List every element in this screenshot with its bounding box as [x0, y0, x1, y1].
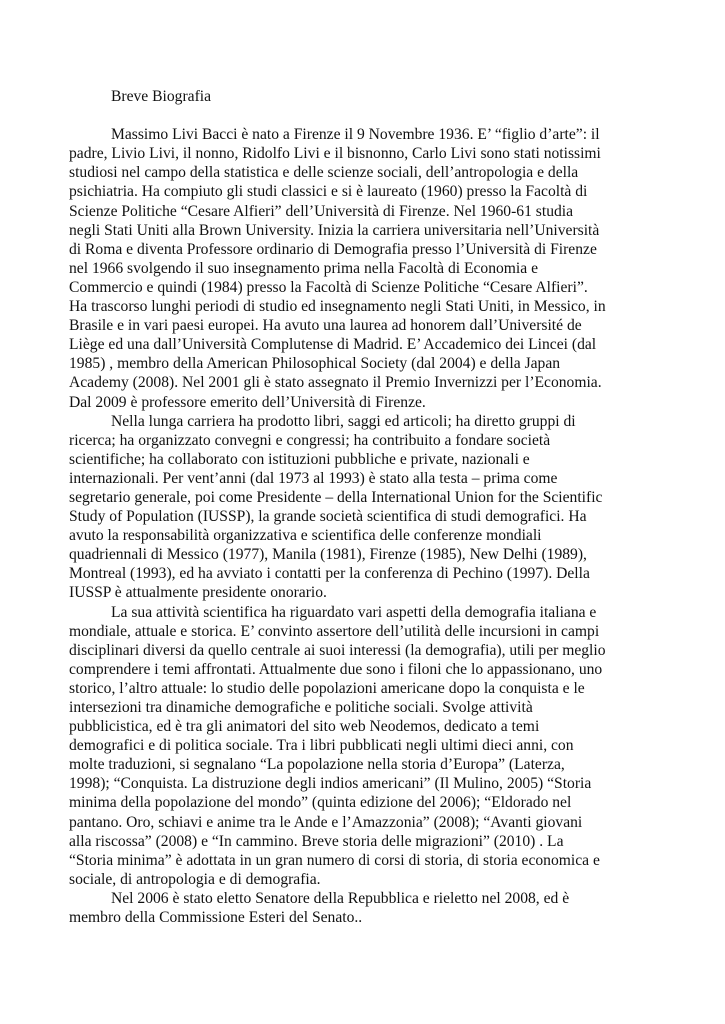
paragraph-line: Nel 2006 è stato eletto Senatore della Repubblica e rieletto nel 2008, ed è	[111, 889, 570, 907]
paragraph-line: “Storia minima” è adottata in un gran numero di corsi di storia, di storia economica e	[69, 851, 600, 869]
paragraph-line: Study of Population (IUSSP), la grande società scientifica di studi demografici. Ha	[69, 508, 587, 526]
paragraph-line: Liège ed una dall’Università Complutense di Madrid. E’ Accademico dei Lincei (dal	[69, 336, 597, 354]
paragraph-line: molte traduzioni, si segnalano “La popolazione nella storia d’Europa” (Laterza,	[69, 756, 565, 774]
paragraph-line: nel 1966 svolgendo il suo insegnamento prima nella Facoltà di Economia e	[69, 259, 539, 277]
paragraph-line: segretario generale, poi come Presidente – della International Union for the Scientific	[69, 488, 603, 506]
paragraph-line: studiosi nel campo della statistica e delle scienze sociali, dell’antropologia e della	[69, 164, 579, 182]
paragraph-line: Dal 2009 è professore emerito dell’Università di Firenze.	[69, 393, 426, 411]
paragraph-line: membro della Commissione Esteri del Senato..	[69, 909, 363, 927]
paragraph-line: Massimo Livi Bacci è nato a Firenze il 9 Novembre 1936. E’ “figlio d’arte”: il	[111, 126, 600, 144]
paragraph-line: La sua attività scientifica ha riguardato vari aspetti della demografia italiana e	[111, 603, 597, 621]
paragraph	[69, 412, 659, 603]
paragraph-line: Academy (2008). Nel 2001 gli è stato assegnato il Premio Invernizzi per l’Economia.	[69, 374, 602, 392]
paragraph-line: IUSSP è attualmente presidente onorario.	[69, 584, 327, 602]
paragraph-line: sociale, di antropologia e di demografia.	[69, 870, 321, 888]
paragraph-line: alla riscossa” (2008) e “In cammino. Breve storia delle migrazioni” (2010) . La	[69, 832, 564, 850]
document-title: Breve Biografia	[111, 88, 212, 105]
paragraph-line: internazionali. Per vent’anni (dal 1973 al 1993) è stato alla testa – prima come	[69, 469, 558, 487]
paragraph-line: disciplinari diversi da quello centrale ai suoi interessi (la demografia), utili per meglio	[69, 641, 606, 659]
paragraph	[69, 603, 659, 889]
paragraph-line: avuto la responsabilità organizzativa e scientifica delle conferenze mondiali	[69, 527, 542, 545]
document-body	[69, 87, 659, 927]
paragraph-line: pantano. Oro, schiavi e anime tra le Ande e l’Amazzonia” (2008); “Avanti giovani	[69, 813, 583, 831]
paragraph	[69, 125, 659, 411]
paragraph-line: psichiatria. Ha compiuto gli studi classici e si è laureato (1960) presso la Facoltà di	[69, 183, 588, 201]
paragraph-line: pubblicistica, ed è tra gli animatori del sito web Neodemos, dedicato a temi	[69, 718, 540, 736]
paragraph-line: Scienze Politiche “Cesare Alfieri” dell’Università di Firenze. Nel 1960-61 studia	[69, 202, 574, 220]
paragraph-line: mondiale, attuale e storica. E’ convinto assertore dell’utilità delle incursioni in campi	[69, 622, 600, 640]
paragraph-line: Montreal (1993), ed ha avviato i contatti per la conferenza di Pechino (1997). Della	[69, 565, 590, 583]
paragraph-line: 1998); “Conquista. La distruzione degli indios americani” (Il Mulino, 2005) “Storia	[69, 775, 592, 793]
paragraph-line: 1985) , membro della American Philosophical Society (dal 2004) e della Japan	[69, 355, 561, 373]
paragraph	[69, 889, 659, 927]
paragraph-line: Commercio e quindi (1984) presso la Facoltà di Scienze Politiche “Cesare Alfieri”.	[69, 278, 588, 296]
paragraph-line: storico, l’altro attuale: lo studio delle popolazioni americane dopo la conquista e le	[69, 679, 585, 697]
paragraph-line: scientifiche; ha collaborato con istituzioni pubbliche e private, nazionali e	[69, 450, 530, 468]
paragraph-line: negli Stati Uniti alla Brown University. Inizia la carriera universitaria nell’Università	[69, 221, 600, 239]
paragraph-line: Brasile e in vari paesi europei. Ha avuto una laurea ad honorem dall’Université de	[69, 317, 582, 335]
paragraph-line: padre, Livio Livi, il nonno, Ridolfo Livi e il bisnonno, Carlo Livi sono stati notissimi	[69, 145, 601, 163]
paragraph-line: intersezioni tra dinamiche demografiche e politiche sociali. Svolge attività	[69, 699, 533, 716]
paragraph-line: minima della popolazione del mondo” (quinta edizione del 2006); “Eldorado nel	[69, 794, 572, 812]
paragraph-line: Ha trascorso lunghi periodi di studio ed insegnamento negli Stati Uniti, in Messico, in	[69, 298, 606, 316]
paragraph-line: di Roma e diventa Professore ordinario di Demografia presso l’Università di Firenze	[69, 240, 597, 258]
paragraph-line: Nella lunga carriera ha prodotto libri, saggi ed articoli; ha diretto gruppi di	[111, 412, 576, 430]
paragraph-line: comprendere i temi affrontati. Attualmente due sono i filoni che lo appassionano, uno	[69, 660, 603, 678]
paragraphs-container	[69, 125, 659, 927]
paragraph-line: ricerca; ha organizzato convegni e congressi; ha contribuito a fondare società	[69, 431, 551, 449]
paragraph-line: demografici e di politica sociale. Tra i libri pubblicati negli ultimi dieci anni, con	[69, 737, 574, 755]
paragraph-line: quadriennali di Messico (1977), Manila (1981), Firenze (1985), New Delhi (1989),	[69, 546, 587, 564]
